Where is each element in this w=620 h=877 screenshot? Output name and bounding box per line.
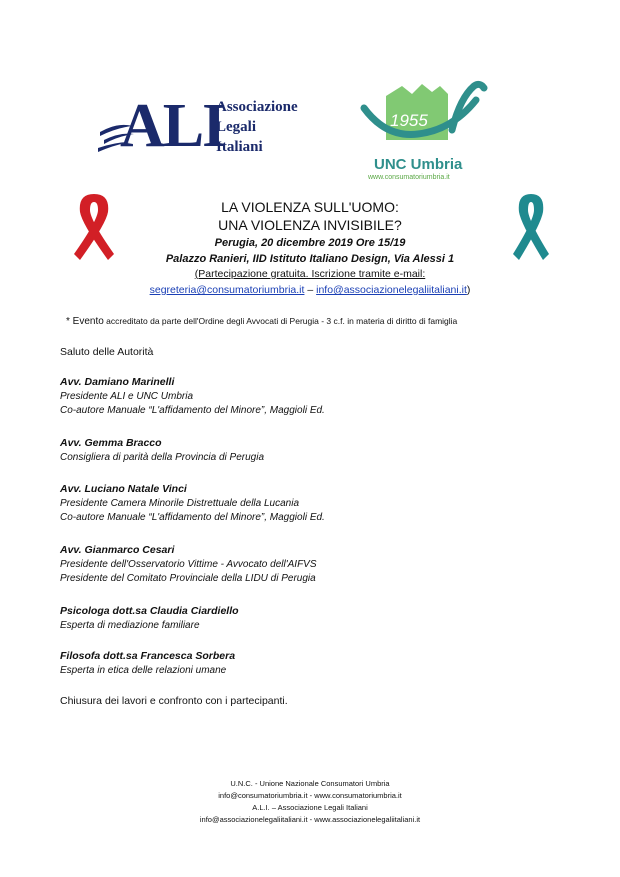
speaker-role: Co-autore Manuale “L'affidamento del Minore”, Maggioli Ed. <box>60 405 325 416</box>
evento-label: * Evento <box>66 316 104 327</box>
speaker-role: Presidente ALI e UNC Umbria <box>60 391 194 402</box>
close-paren: ) <box>466 284 471 296</box>
email-link-segreteria[interactable]: segreteria@consumatoriumbria.it <box>149 284 305 296</box>
event-title-line1: LA VIOLENZA SULL'UOMO: <box>221 199 399 215</box>
participation-text: (Partecipazione gratuita. Iscrizione tramite e-mail: <box>194 268 426 280</box>
ali-logo <box>98 92 298 162</box>
speaker-role: Consigliera di parità della Provincia di Perugia <box>60 452 264 463</box>
speaker-name: Avv. Luciano Natale Vinci <box>60 483 187 495</box>
speaker-role: Presidente dell'Osservatorio Vittime - Avvocato dell'AIFVS <box>60 559 317 570</box>
contact-emails <box>0 284 620 296</box>
unc-site: www.consumatoriumbria.it <box>368 174 450 181</box>
unc-year: 1955 <box>390 111 428 130</box>
ali-line2: Legali <box>216 119 256 135</box>
speaker-role: Presidente Camera Minorile Distrettuale della Lucania <box>60 498 300 509</box>
speaker-block <box>60 544 317 584</box>
participation-note <box>0 268 620 280</box>
speaker-block <box>60 650 235 676</box>
speaker-role: Presidente del Comitato Provinciale della LIDU di Perugia <box>60 573 316 584</box>
event-title-line2: UNA VIOLENZA INVISIBILE? <box>218 217 402 233</box>
footer-line1: U.N.C. - Unione Nazionale Consumatori Umbria <box>230 779 390 788</box>
speaker-name: Avv. Gemma Bracco <box>60 437 162 449</box>
speaker-name: Avv. Damiano Marinelli <box>60 376 175 388</box>
ali-line1: Associazione <box>216 99 298 115</box>
speaker-block <box>60 483 325 523</box>
speaker-name: Psicologa dott.sa Claudia Ciardiello <box>60 605 239 617</box>
footer-line4: info@associazionelegaliitaliani.it - www.associazionelegaliitaliani.it <box>199 815 421 824</box>
ali-line3: Italiani <box>216 139 263 155</box>
unc-logo <box>356 78 490 184</box>
email-separator: – <box>304 284 317 296</box>
speaker-name: Avv. Gianmarco Cesari <box>60 544 175 556</box>
speaker-block <box>60 376 325 416</box>
evento-text: accreditato da parte dell'Ordine degli Avvocati di Perugia - 3 c.f. in materia di diritto di famiglia <box>103 316 458 326</box>
footer-line2: info@consumatoriumbria.it - www.consumatoriumbria.it <box>218 791 402 800</box>
footer <box>0 778 620 826</box>
event-venue: Palazzo Ranieri, IID Istituto Italiano Design, Via Alessi 1 <box>165 253 455 265</box>
email-link-info[interactable]: info@associazionelegaliitaliani.it <box>316 284 467 296</box>
speaker-role: Esperta in etica delle relazioni umane <box>60 665 227 676</box>
speaker-block <box>60 605 239 631</box>
speaker-block <box>60 437 264 463</box>
unc-name: UNC Umbria <box>374 156 463 173</box>
speaker-name: Filosofa dott.sa Francesca Sorbera <box>60 650 236 662</box>
speaker-role: Esperta di mediazione familiare <box>60 620 200 631</box>
ali-wordmark: ALI <box>120 92 225 160</box>
program-closing: Chiusura dei lavori e confronto con i partecipanti. <box>60 695 288 707</box>
event-date: Perugia, 20 dicembre 2019 Ore 15/19 <box>214 237 406 249</box>
footer-line3: A.L.I. – Associazione Legali Italiani <box>252 803 368 812</box>
unc-badge-icon <box>356 78 490 158</box>
accreditation-note <box>66 316 457 327</box>
program-intro: Saluto delle Autorità <box>60 346 154 358</box>
speaker-role: Co-autore Manuale “L'affidamento del Minore”, Maggioli Ed. <box>60 512 325 523</box>
